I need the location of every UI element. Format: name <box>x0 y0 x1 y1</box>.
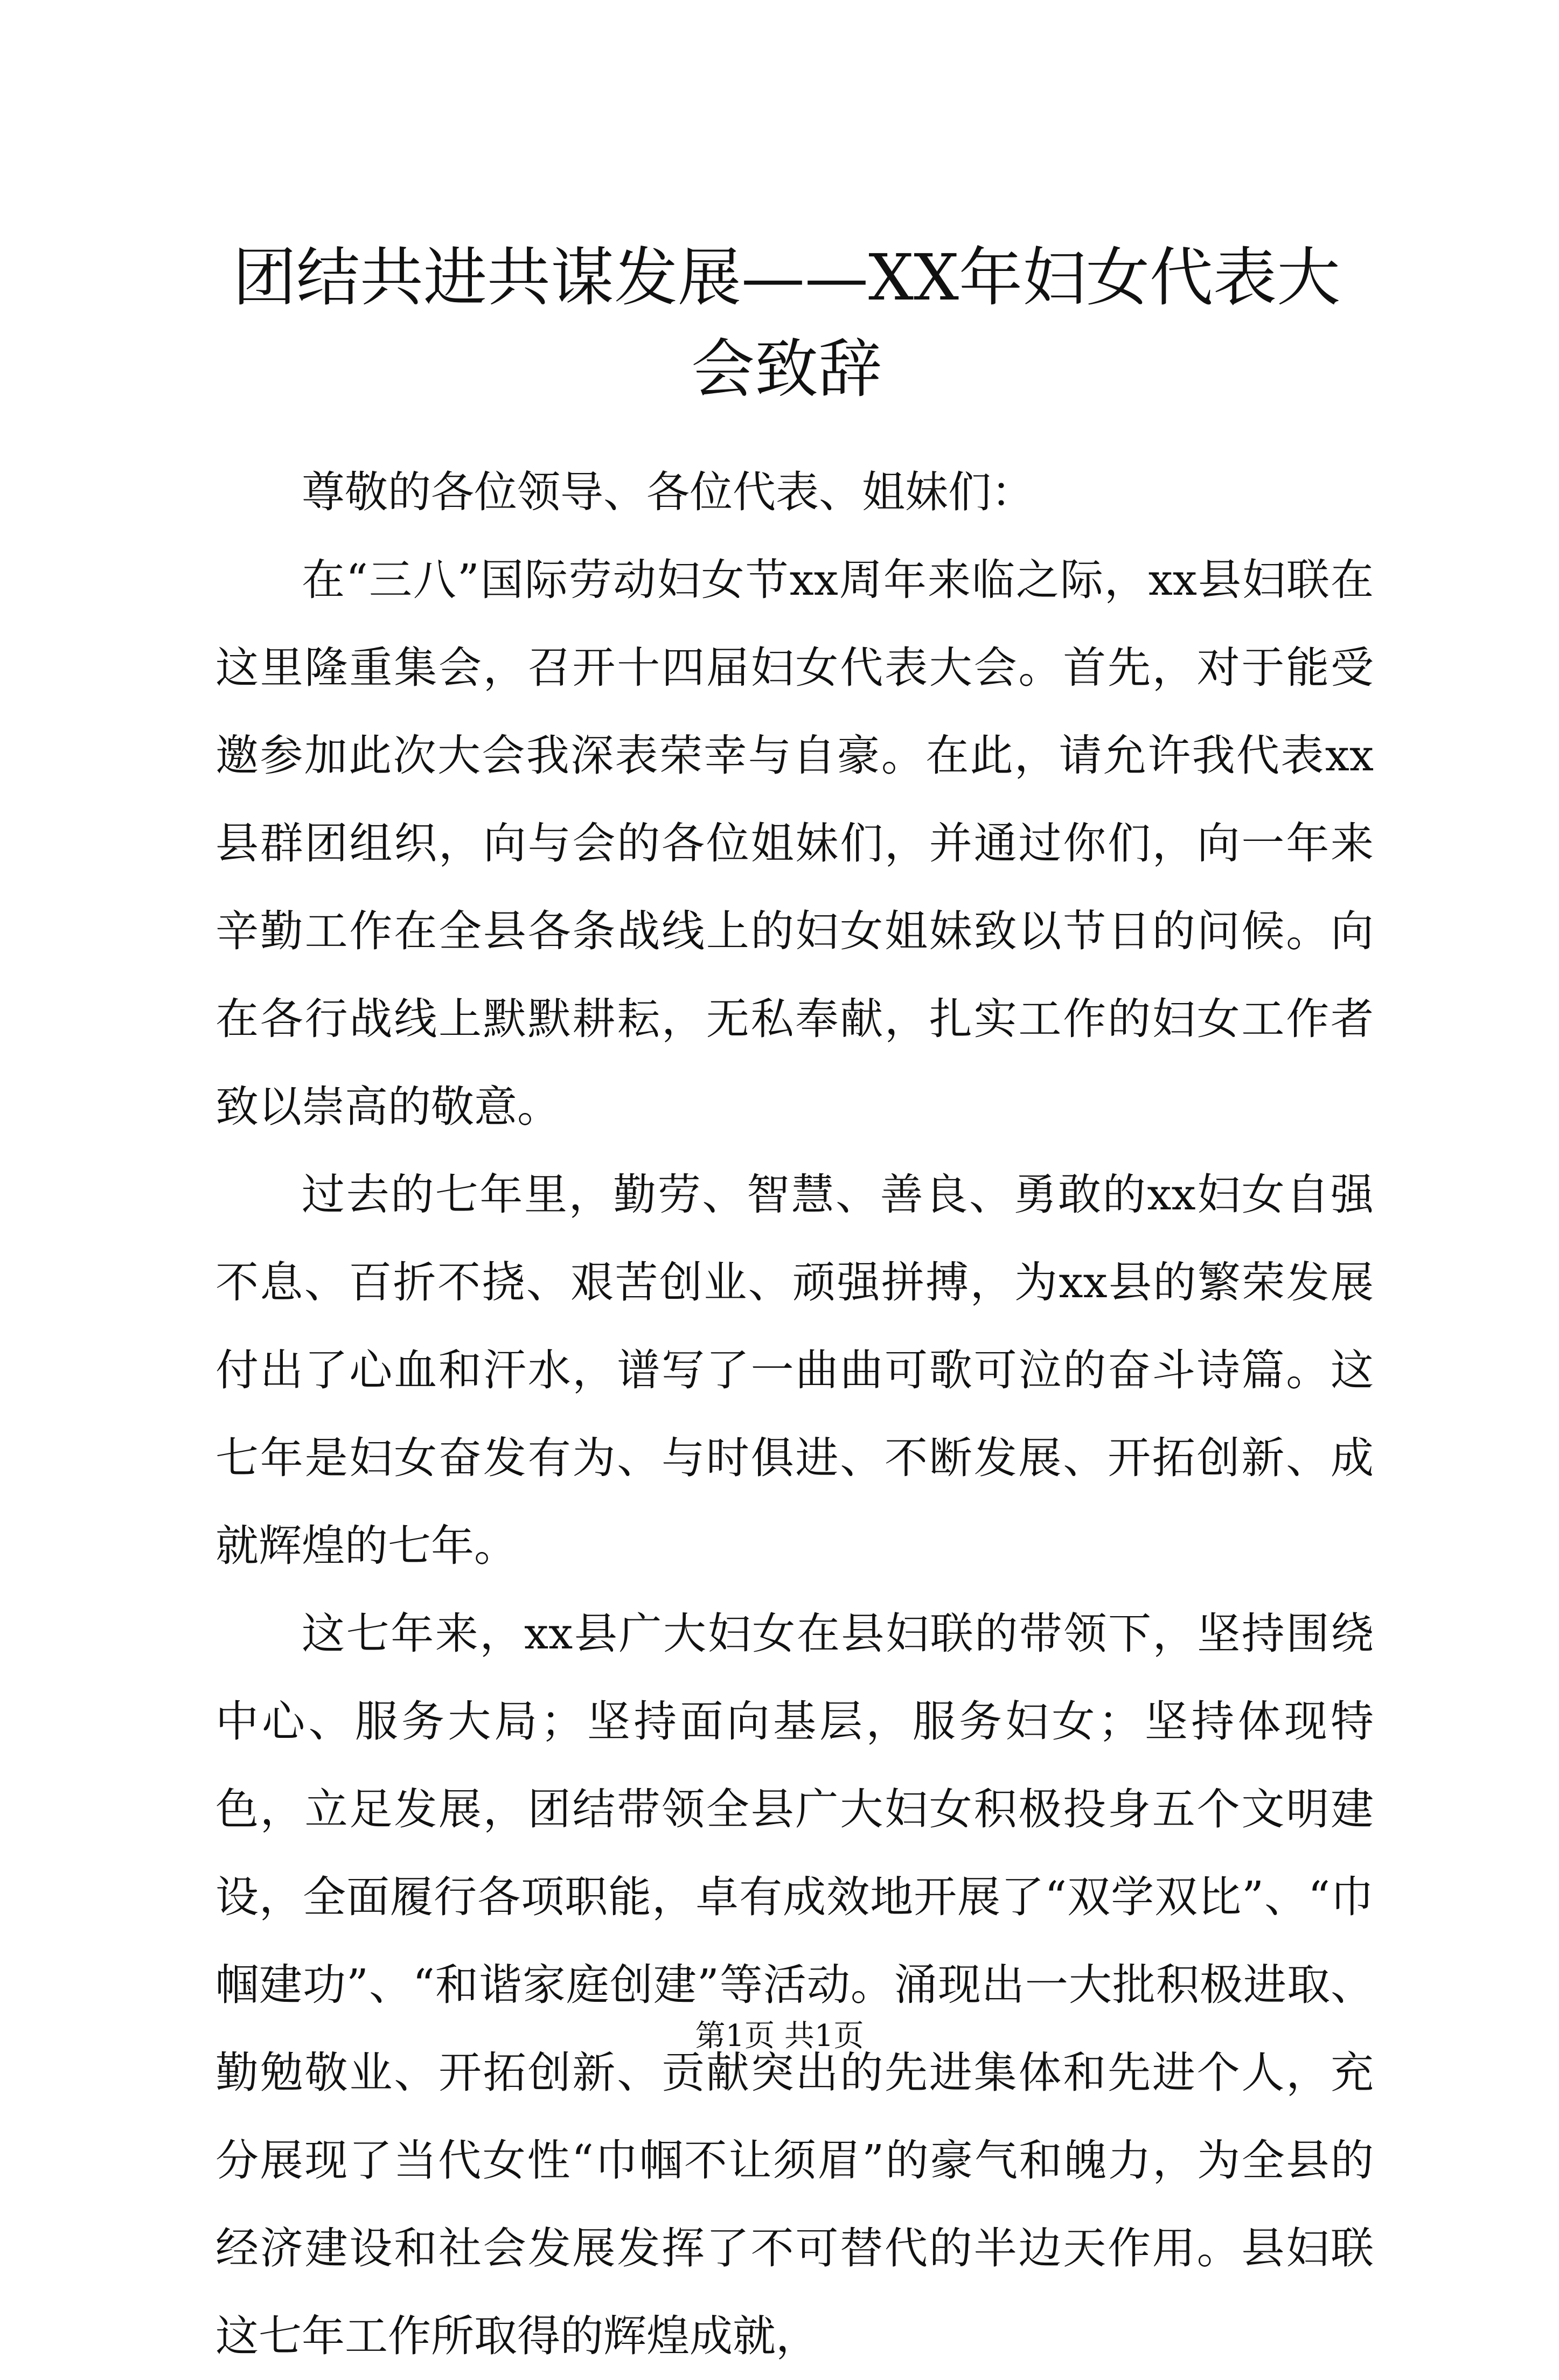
salutation-paragraph: 尊敬的各位领导、各位代表、姐妹们： <box>302 467 1034 517</box>
body-paragraph: 在“三八”国际劳动妇女节xx周年来临之际，xx县妇联在这里隆重集会，召开十四届妇女代表大会。首先，对于能受邀参加此次大会我深表荣幸与自豪。在此，请允许我代表xx县群团组织，向与会的各位姐妹们，并通过你们，向一年来辛勤工作在全县各条战线上的妇女姐妹致以节日的问候。向在各行战线上默默耕耘，无私奉献，扎实工作的妇女工作者致以崇高的敬意。 <box>215 555 1374 1132</box>
document-title: 团结共进共谋发展——XX年妇女代表大会致辞 <box>232 240 1340 406</box>
body-paragraph: 过去的七年里，勤劳、智慧、善良、勇敢的xx妇女自强不息、百折不挠、艰苦创业、顽强拼搏，为xx县的繁荣发展付出了心血和汗水，谱写了一曲曲可歌可泣的奋斗诗篇。这七年是妇女奋发有为、与时俱进、不断发展、开拓创新、成就辉煌的七年。 <box>215 1170 1374 1571</box>
page-number-footer: 第1页 共1页 <box>695 2019 864 2054</box>
body-paragraph: 这七年来，xx县广大妇女在县妇联的带领下，坚持围绕中心、服务大局；坚持面向基层，服务妇女；坚持体现特色，立足发展，团结带领全县广大妇女积极投身五个文明建设，全面履行各项职能，卓有成效地开展了“双学双比”、“巾帼建功”、“和谐家庭创建”等活动。涌现出一大批积极进取、勤勉敬业、开拓创新、贡献突出的先进集体和先进个人，充分展现了当代女性“巾帼不让须眉”的豪气和魄力，为全县的经济建设和社会发展发挥了不可替代的半边天作用。县妇联这七年工作所取得的辉煌成就， <box>215 1609 1374 2361</box>
document-body <box>215 448 1374 2380</box>
